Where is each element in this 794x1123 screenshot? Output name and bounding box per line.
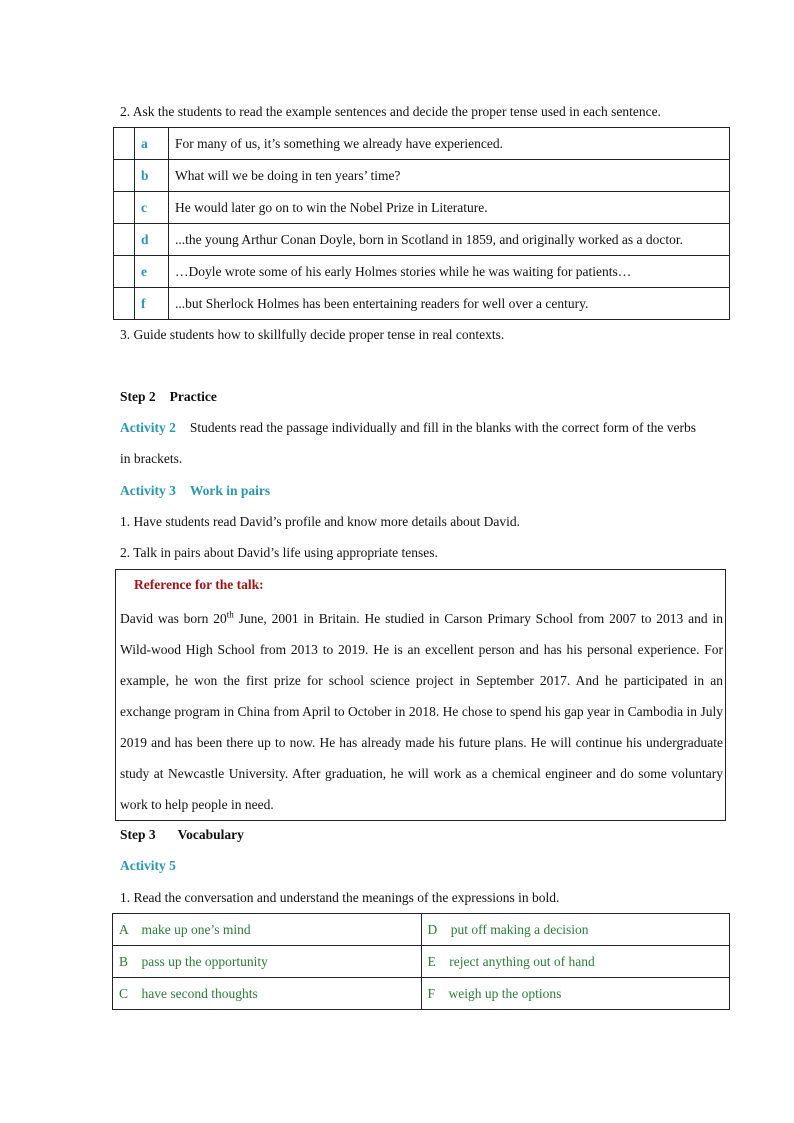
sentence-text: ...but Sherlock Holmes has been entertaining readers for well over a century. (169, 288, 730, 320)
step2-label: Step 2 (120, 389, 156, 404)
blank-cell (114, 160, 135, 192)
instruction-3: 3. Guide students how to skillfully decide proper tense in real contexts. (120, 327, 505, 342)
blank-cell (114, 224, 135, 256)
vocab-expression: C have second thoughts (113, 978, 422, 1010)
vocab-expression: B pass up the opportunity (113, 946, 422, 978)
sentence-row (114, 256, 730, 288)
vocab-expression: D put off making a decision (421, 914, 730, 946)
vocab-expression: E reject anything out of hand (421, 946, 730, 978)
vocab-expression: F weigh up the options (421, 978, 730, 1010)
sentence-key: a (135, 128, 169, 160)
activity3-item-2: 2. Talk in pairs about David’s life using appropriate tenses. (120, 545, 438, 560)
reference-paragraph (120, 603, 723, 820)
sentence-text: ...the young Arthur Conan Doyle, born in Scotland in 1859, and originally worked as a doctor. (169, 224, 730, 256)
vocab-row (113, 914, 730, 946)
sentence-text: …Doyle wrote some of his early Holmes stories while he was waiting for patients… (169, 256, 730, 288)
sentence-key: f (135, 288, 169, 320)
activity3-item-1: 1. Have students read David’s profile and know more details about David. (120, 514, 521, 529)
example-sentences-table (113, 127, 730, 320)
step2-heading (120, 389, 217, 405)
activity5-item-1: 1. Read the conversation and understand the meanings of the expressions in bold. (120, 890, 560, 905)
activity3-label: Activity 3 (120, 483, 176, 498)
sentence-key: d (135, 224, 169, 256)
instruction-2: 2. Ask the students to read the example sentences and decide the proper tense used in each sentence. (120, 104, 661, 119)
reference-title: Reference for the talk: (134, 577, 264, 592)
sentence-key: e (135, 256, 169, 288)
activity2-label: Activity 2 (120, 420, 176, 435)
sentence-row (114, 192, 730, 224)
activity3-heading (120, 483, 270, 499)
sentence-text: What will we be doing in ten years’ time? (169, 160, 730, 192)
vocab-row (113, 978, 730, 1010)
step3-title: Vocabulary (177, 827, 244, 842)
step3-label: Step 3 (120, 827, 156, 842)
sentence-key: b (135, 160, 169, 192)
vocab-row (113, 946, 730, 978)
reference-text-start: David was born 20 (120, 611, 227, 626)
blank-cell (114, 288, 135, 320)
sentence-text: For many of us, it’s something we already have experienced. (169, 128, 730, 160)
blank-cell (114, 256, 135, 288)
reference-text-rest: June, 2001 in Britain. He studied in Carson Primary School from 2007 to 2013 and in Wild-wood High School from 2013 to 2019. He is an excellent person and has his personal experience. For example, he won the first prize for school science project in September 2017. And he participated in an exchange program in China from April to October in 2018. He chose to spend his gap year in Cambodia in July 2019 and has been there up to now. He has already made his future plans. He will continue his undergraduate study at Newcastle University. After graduation, he will work as a chemical engineer and do some voluntary work to help people in need. (120, 611, 723, 812)
reference-ordinal-suffix: th (226, 609, 234, 620)
sentence-row (114, 160, 730, 192)
reference-box (115, 569, 726, 821)
activity3-title: Work in pairs (189, 483, 271, 498)
vocabulary-table (112, 913, 730, 1010)
activity2-line (120, 420, 696, 436)
vocab-expression: A make up one’s mind (113, 914, 422, 946)
blank-cell (114, 192, 135, 224)
blank-cell (114, 128, 135, 160)
activity2-text-cont: in brackets. (120, 451, 183, 466)
sentence-row (114, 288, 730, 320)
sentence-row (114, 224, 730, 256)
sentence-key: c (135, 192, 169, 224)
step3-heading (120, 827, 244, 843)
sentence-text: He would later go on to win the Nobel Prize in Literature. (169, 192, 730, 224)
activity5-heading: Activity 5 (120, 858, 176, 873)
step2-title: Practice (169, 389, 217, 404)
sentence-row (114, 128, 730, 160)
activity2-text: Students read the passage individually and fill in the blanks with the correct form of the verbs (189, 420, 696, 435)
